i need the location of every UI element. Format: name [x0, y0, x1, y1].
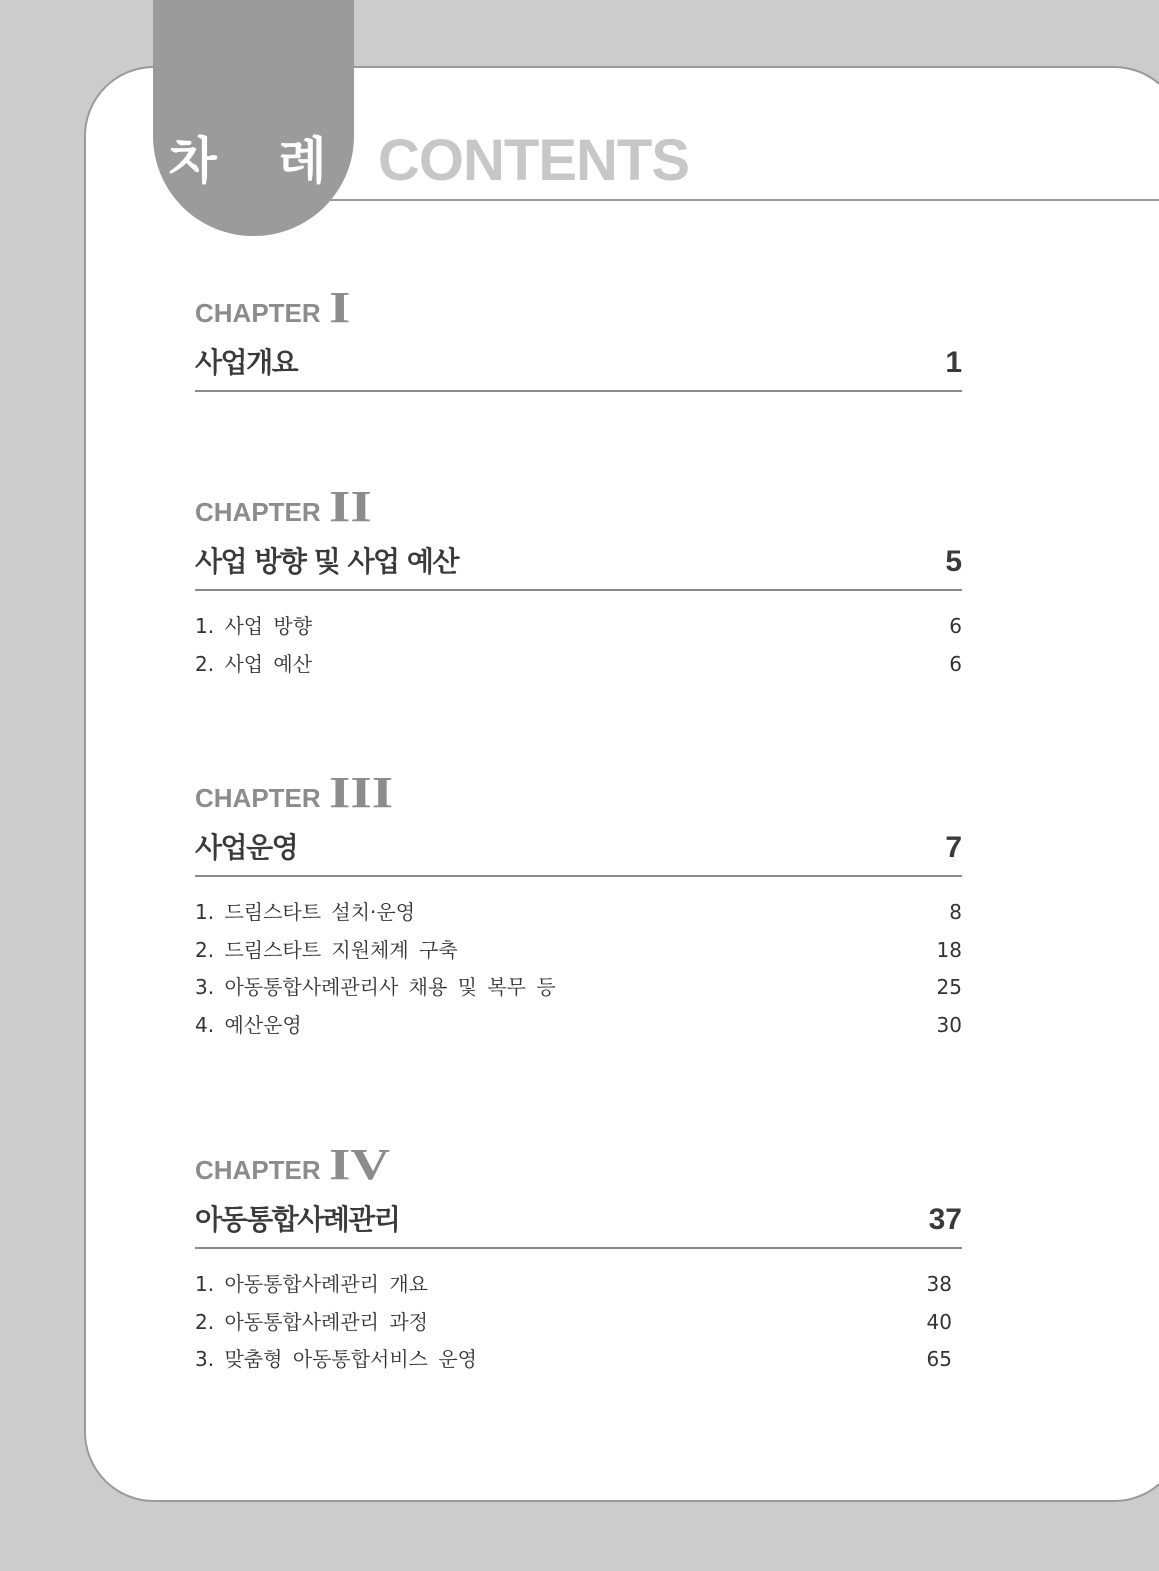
section-page: 40	[926, 1309, 952, 1334]
list-item[interactable]	[195, 935, 962, 973]
chapter-word: CHAPTER	[195, 497, 321, 527]
chapter-label	[195, 1140, 962, 1189]
chapter-title-row[interactable]	[195, 539, 962, 591]
chapter-title-row[interactable]	[195, 340, 962, 392]
chapter-title-row[interactable]	[195, 825, 962, 877]
chapter-word: CHAPTER	[195, 783, 321, 813]
section-title[interactable]: 1. 드림스타트 설치·운영	[195, 900, 416, 924]
section-list	[195, 1269, 962, 1382]
section-title[interactable]: 1. 사업 방향	[195, 614, 313, 638]
section-title[interactable]: 2. 아동통합사례관리 과정	[195, 1309, 428, 1334]
chapter-label	[195, 283, 962, 332]
section-list	[195, 897, 962, 1047]
chapter-page: 7	[945, 831, 962, 864]
chapter-title[interactable]: 사업 방향 및 사업 예산	[195, 545, 458, 578]
list-item[interactable]	[195, 1307, 952, 1345]
list-item[interactable]	[195, 1344, 952, 1382]
chapter-title[interactable]: 사업운영	[195, 831, 298, 864]
section-page: 18	[936, 937, 962, 962]
page-title-ko: 차 례	[168, 132, 349, 190]
page-title-en: CONTENTS	[378, 128, 689, 193]
chapter-page: 1	[945, 346, 962, 379]
chapter-title[interactable]: 사업개요	[195, 346, 298, 379]
section-page: 8	[949, 900, 962, 924]
chapter-2	[195, 482, 962, 686]
header-divider	[330, 199, 1159, 201]
list-item[interactable]	[195, 649, 962, 687]
section-page: 30	[936, 1012, 962, 1037]
chapter-numeral: III	[328, 768, 393, 817]
list-item[interactable]	[195, 897, 962, 935]
section-list	[195, 611, 962, 686]
section-page: 25	[936, 975, 962, 999]
section-page: 6	[949, 651, 962, 676]
list-item[interactable]	[195, 972, 962, 1010]
section-title[interactable]: 3. 맞춤형 아동통합서비스 운영	[195, 1347, 477, 1371]
chapter-page: 37	[928, 1203, 962, 1236]
section-title[interactable]: 4. 예산운영	[195, 1012, 302, 1037]
list-item[interactable]	[195, 611, 962, 649]
section-page: 65	[926, 1347, 952, 1371]
chapter-numeral: II	[328, 482, 372, 531]
chapter-1	[195, 283, 962, 392]
header-tab	[153, 0, 354, 236]
chapter-4	[195, 1140, 962, 1382]
chapter-numeral: I	[328, 283, 351, 332]
list-item[interactable]	[195, 1269, 952, 1307]
section-title[interactable]: 1. 아동통합사례관리 개요	[195, 1272, 428, 1296]
chapter-word: CHAPTER	[195, 298, 321, 328]
section-title[interactable]: 3. 아동통합사례관리사 채용 및 복무 등	[195, 975, 556, 999]
chapter-title[interactable]: 아동통합사례관리	[195, 1203, 400, 1236]
chapter-label	[195, 482, 962, 531]
section-page: 38	[926, 1272, 952, 1296]
chapter-label	[195, 768, 962, 817]
chapter-numeral: IV	[328, 1140, 390, 1189]
chapter-page: 5	[945, 545, 962, 578]
chapter-title-row[interactable]	[195, 1197, 962, 1249]
chapter-word: CHAPTER	[195, 1155, 321, 1185]
section-title[interactable]: 2. 사업 예산	[195, 651, 313, 676]
section-title[interactable]: 2. 드림스타트 지원체계 구축	[195, 937, 458, 962]
list-item[interactable]	[195, 1010, 962, 1048]
chapter-3	[195, 768, 962, 1047]
section-page: 6	[949, 614, 962, 638]
